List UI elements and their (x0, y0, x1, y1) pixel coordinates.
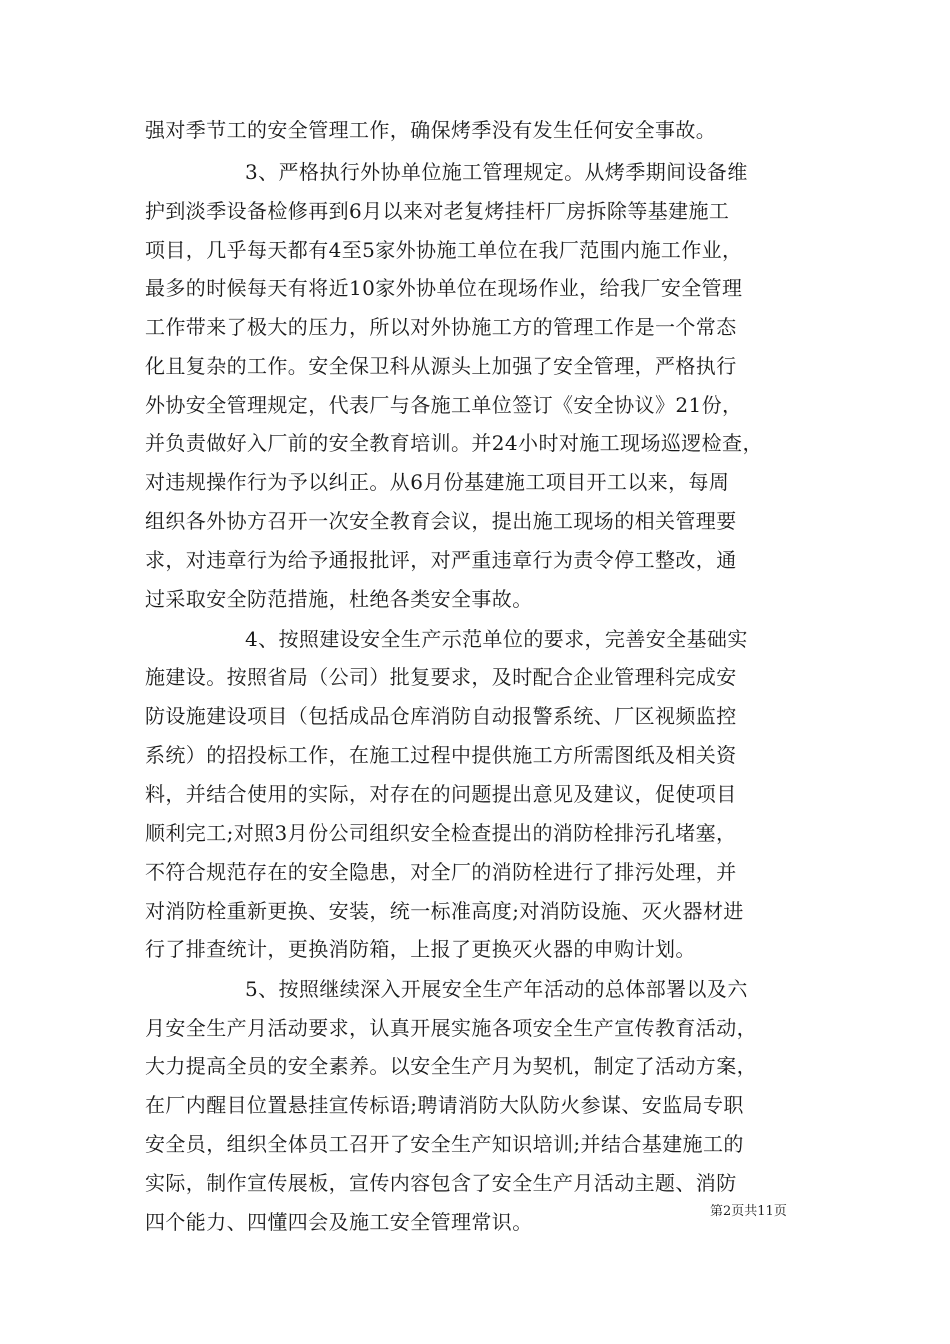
page-number: 第2页共11页 (710, 1204, 787, 1219)
text-line: 大力提高全员的安全素养。以安全生产月为契机，制定了活动方案， (145, 1054, 757, 1078)
text-line: 安全员，组织全体员工召开了安全生产知识培训;并结合基建施工的 (145, 1132, 744, 1156)
paragraph-4-first-line: 4、按照建设安全生产示范单位的要求，完善安全基础实 (245, 627, 748, 651)
text-line: 化且复杂的工作。安全保卫科从源头上加强了安全管理，严格执行 (145, 354, 737, 378)
text-line: 外协安全管理规定，代表厂与各施工单位签订《安全协议》21份， (145, 393, 743, 417)
text-line: 料，并结合使用的实际，对存在的问题提出意见及建议，促使项目 (145, 782, 737, 806)
text-line: 系统）的招投标工作，在施工过程中提供施工方所需图纸及相关资 (145, 743, 737, 767)
text-line: 最多的时候每天有将近10家外协单位在现场作业，给我厂安全管理 (145, 276, 743, 300)
text-line: 工作带来了极大的压力，所以对外协施工方的管理工作是一个常态 (145, 315, 737, 339)
text-line: 过采取安全防范措施，杜绝各类安全事故。 (145, 587, 533, 611)
text-line: 不符合规范存在的安全隐患，对全厂的消防栓进行了排污处理，并 (145, 860, 737, 884)
paragraph-5-first-line: 5、按照继续深入开展安全生产年活动的总体部署以及六 (245, 977, 748, 1001)
text-line: 顺利完工;对照3月份公司组织安全检查提出的消防栓排污孔堵塞， (145, 821, 737, 845)
text-line: 对消防栓重新更换、安装，统一标准高度;对消防设施、灭火器材进 (145, 899, 744, 923)
text-line: 组织各外协方召开一次安全教育会议，提出施工现场的相关管理要 (145, 509, 737, 533)
paragraph-3-first-line: 3、严格执行外协单位施工管理规定。从烤季期间设备维 (245, 160, 748, 184)
text-line: 护到淡季设备检修再到6月以来对老复烤挂杆厂房拆除等基建施工 (145, 199, 730, 223)
text-line: 月安全生产月活动要求，认真开展实施各项安全生产宣传教育活动， (145, 1016, 757, 1040)
text-line: 对违规操作行为予以纠正。从6月份基建施工项目开工以来，每周 (145, 470, 730, 494)
text-line: 求，对违章行为给予通报批评，对严重违章行为责令停工整改，通 (145, 548, 737, 572)
text-line: 并负责做好入厂前的安全教育培训。并24小时对施工现场巡逻检查， (145, 431, 763, 455)
text-line: 防设施建设项目（包括成品仓库消防自动报警系统、厂区视频监控 (145, 704, 737, 728)
text-line: 实际，制作宣传展板，宣传内容包含了安全生产月活动主题、消防 (145, 1171, 737, 1195)
text-line: 施建设。按照省局（公司）批复要求，及时配合企业管理科完成安 (145, 665, 737, 689)
text-line: 行了排查统计，更换消防箱，上报了更换灭火器的申购计划。 (145, 937, 696, 961)
text-line: 在厂内醒目位置悬挂宣传标语;聘请消防大队防火参谋、安监局专职 (145, 1093, 744, 1117)
text-line: 四个能力、四懂四会及施工安全管理常识。 (145, 1210, 533, 1234)
text-line: 项目，几乎每天都有4至5家外协施工单位在我厂范围内施工作业， (145, 238, 743, 262)
text-line: 强对季节工的安全管理工作，确保烤季没有发生任何安全事故。 (145, 118, 717, 142)
